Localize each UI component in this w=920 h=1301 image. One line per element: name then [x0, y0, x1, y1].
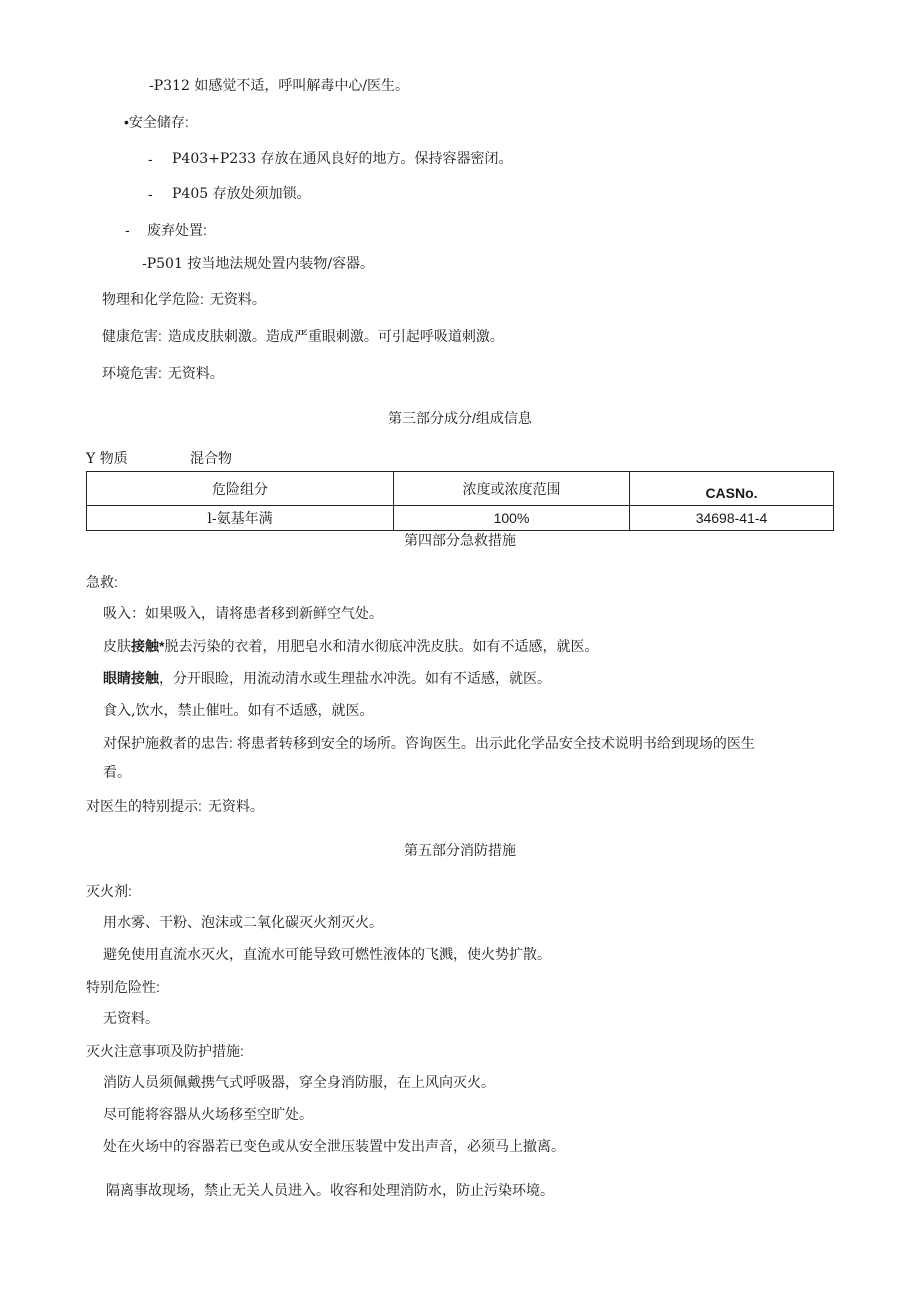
extinguishing-agent-1: 用水雾、干粉、泡沫或二氧化碳灭火剂灭火。 [103, 915, 383, 931]
eye-contact-label: 眼睛接触 [103, 670, 159, 686]
cell-component: l-氨基年满 [87, 506, 394, 531]
firefighting-note-1: 消防人员须佩戴携气式呼吸器，穿全身消防服，在上风向灭火。 [103, 1075, 495, 1091]
first-aid-heading: 急救: [86, 574, 118, 590]
special-hazard-value: 无资料。 [103, 1011, 159, 1027]
section4-title: 第四部分急救措施 [404, 532, 516, 548]
section5-title: 第五部分消防措施 [404, 842, 516, 858]
p405-statement: P405 存放处须加锁。 [172, 186, 311, 202]
skin-contact-value: 脱去污染的衣着，用肥皂水和清水彻底冲洗皮肤。如有不适感，就医。 [164, 639, 599, 655]
disposal-heading: 废弃处置: [147, 222, 207, 238]
list-dash: - [125, 222, 130, 238]
skin-contact-label: 皮肤接触* [103, 638, 165, 654]
physical-hazard [102, 289, 266, 310]
environment-hazard-value: 无资料。 [167, 366, 224, 382]
section3-title: 第三部分成分/组成信息 [388, 410, 532, 426]
p312-statement: -P312 如感觉不适，呼叫解毒中心/医生。 [149, 78, 410, 94]
physical-hazard-value: 无资料。 [209, 292, 266, 308]
list-dash: - [148, 151, 153, 167]
composition-table [86, 471, 834, 531]
p501-statement: -P501 按当地法规处置内装物/容器。 [142, 256, 375, 272]
doctor-note-value: 无资料。 [207, 799, 264, 815]
ingestion [103, 700, 373, 721]
extinguishing-agent-2: 避免使用直流水灭火，直流水可能导致可燃性液体的飞溅，使火势扩散。 [103, 947, 551, 963]
table-row [87, 506, 834, 531]
health-hazard-value: 造成皮肤刺激。造成严重眼刺激。可引起呼吸道刺激。 [167, 329, 504, 345]
ingestion-value: ,饮水，禁止催吐。如有不适感，就医。 [131, 703, 374, 719]
firefighting-note-3: 处在火场中的容器若已变色或从安全泄压装置中发出声音，必须马上撤离。 [103, 1139, 565, 1155]
extinguishing-agent-heading: 灭火剂: [86, 883, 132, 899]
rescuer-advice-value: 将患者转移到安全的场所。咨询医生。出示此化学品安全技术说明书给到现场的医生 [236, 736, 755, 752]
environment-hazard [102, 363, 224, 384]
header-concentration: 浓度或浓度范围 [394, 472, 630, 506]
p403-statement: P403+P233 存放在通风良好的地方。保持容器密闭。 [172, 151, 513, 167]
inhalation-text: 吸入：如果吸入，请将患者移到新鲜空气处。 [103, 606, 383, 622]
storage-heading: •安全储存: [124, 114, 189, 130]
eye-contact-value: ，分开眼睑，用流动清水或生理盐水冲洗。如有不适感，就医。 [159, 671, 551, 687]
health-hazard [102, 326, 504, 347]
substance-type-value: 混合物 [190, 451, 232, 467]
doctor-note-label: 对医生的特别提示: [86, 798, 202, 814]
doctor-note [86, 796, 264, 817]
health-hazard-label: 健康危害: [102, 328, 162, 344]
rescuer-advice [103, 733, 755, 754]
cell-cas: 34698-41-4 [630, 506, 834, 531]
firefighting-note-2: 尽可能将容器从火场移至空旷处。 [103, 1107, 313, 1123]
environment-hazard-label: 环境危害: [102, 365, 162, 381]
table-header-row [87, 472, 834, 506]
list-dash: - [148, 186, 153, 202]
eye-contact [103, 668, 551, 689]
substance-type-label: Y 物质 [86, 451, 128, 467]
firefighting-notes-heading: 灭火注意事项及防护措施: [86, 1043, 244, 1059]
physical-hazard-label: 物理和化学危险: [102, 291, 204, 307]
rescuer-advice-label: 对保护施救者的忠告: [103, 735, 233, 751]
rescuer-advice-continued: 看。 [103, 765, 131, 781]
header-cas: CASNo. [630, 472, 834, 506]
header-component: 危险组分 [87, 472, 394, 506]
cell-concentration: 100% [394, 506, 630, 531]
skin-contact [103, 636, 598, 657]
special-hazard-heading: 特别危险性: [86, 979, 160, 995]
ingestion-label: 食入 [103, 702, 131, 718]
firefighting-note-4: 隔离事故现场，禁止无关人员进入。收容和处理消防水，防止污染环境。 [106, 1183, 554, 1199]
